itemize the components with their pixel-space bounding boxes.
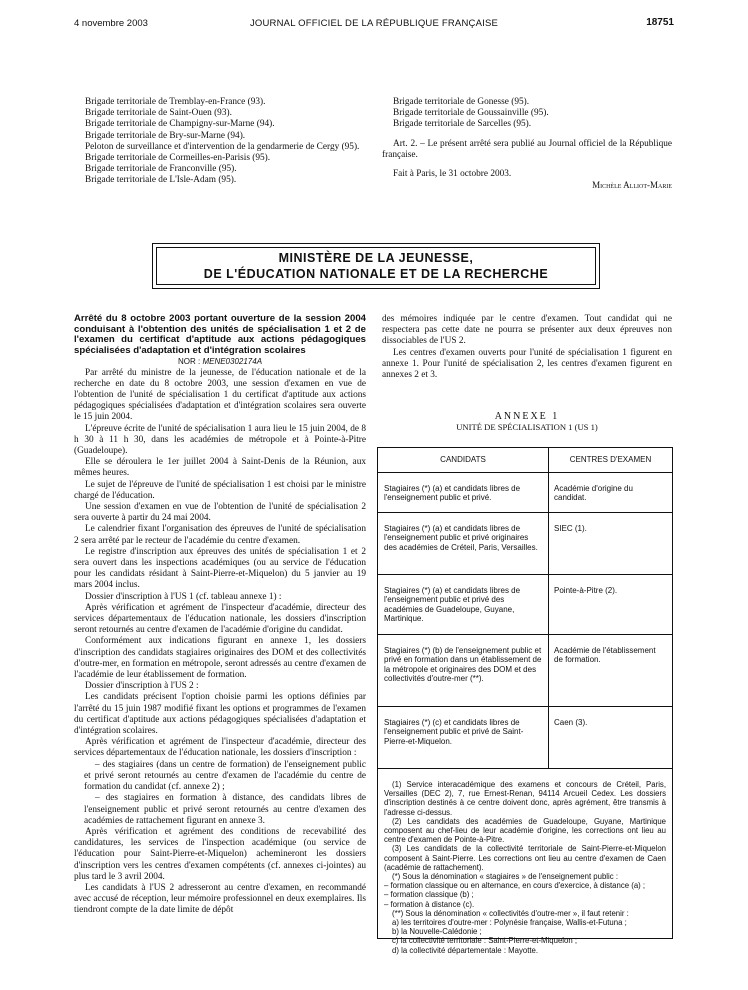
- ministry-title: [156, 247, 596, 285]
- row-centre: Caen (3).: [554, 718, 588, 727]
- note: (1) Service interacadémique des examens et concours de Créteil, Paris, Versailles (DEC 2), 7, rue Ernest-Renan, 94114 Arcueil Cedex. Les dossiers d'inscription destinés à ce centre doivent donc, après agrément, être transmis à l'adresse ci-dessus.: [384, 780, 666, 817]
- note: (**) Sous la dénomination « collectivités d'outre-mer », il faut retenir :: [392, 908, 629, 918]
- paragraph: Les centres d'examen ouverts pour l'unité de spécialisation 1 figurent en annexe 1. Pour l'unité de spécialisation 2, les centres d'examen figurent en annexes 2 et 3.: [382, 347, 672, 381]
- paragraph: Par arrêté du ministre de la jeunesse, de l'éducation nationale et de la recherche en date du 8 octobre 2003, une session d'examen en vue de l'obtention de l'unité de spécialisation 1 du certificat d'aptitude aux actions pédagogiques spécialisées d'adaptation et d'intégration scolaires sera ouverte le 15 juin 2004.: [74, 367, 366, 423]
- row-candidats: Stagiaires (*) (a) et candidats libres de l'enseignement public et privé originaires des académies de Créteil, Paris, Versailles.: [384, 524, 538, 552]
- bullet-item: – des stagiaires (dans un centre de formation) de l'enseignement public et privé seront retournés au centre d'examen de l'académie du centre de formation du candidat (cf. annexe 2) ;: [84, 759, 366, 793]
- note: a) les territoires d'outre-mer : Polynésie française, Wallis-et-Futuna ;: [392, 918, 627, 928]
- nor-code: MENE0302174A: [202, 357, 263, 367]
- annexe-table: [377, 447, 673, 955]
- paragraph: Le registre d'inscription aux épreuves des unités de spécialisation 1 et 2 sera ouvert dans les inspections académiques (ou au service de l'éducation pour les candidats résidant à Saint-Pierre-et-Miquelon) du 5 janvier au 19 mars 2004 inclus.: [74, 546, 366, 591]
- row-divider: [378, 574, 672, 575]
- header-centres: CENTRES D'EXAMEN: [569, 455, 652, 464]
- article-2: Art. 2. – Le présent arrêté sera publié au Journal officiel de la République française.: [382, 138, 672, 160]
- top-right-block: [382, 97, 672, 191]
- list-item: Brigade territoriale de Champigny-sur-Marne (94).: [85, 119, 275, 130]
- header-journal-title: JOURNAL OFFICIEL DE LA RÉPUBLIQUE FRANÇAISE: [249, 18, 499, 29]
- nor-reference: [74, 356, 366, 367]
- left-column: [74, 314, 366, 917]
- top-left-list: [74, 97, 366, 187]
- paragraph: Les candidats précisent l'option choisie parmi les options définies par l'arrêté du 15 juin 1987 modifié fixant les options et programmes de l'examen du certificat d'aptitude aux actions pédagogiques spécialisées d'adaptation et d'intégration scolaires.: [74, 692, 366, 737]
- paragraph: Elle se déroulera le 1er juillet 2004 à Saint-Denis de la Réunion, aux mêmes heures.: [74, 457, 366, 479]
- row-centre: Académie d'origine du candidat.: [554, 484, 633, 503]
- row-candidats: Stagiaires (*) (c) et candidats libres de l'enseignement public et privé de Saint-Pierre-et-Miquelon.: [384, 718, 524, 746]
- row-divider: [378, 634, 672, 635]
- list-item: Brigade territoriale de Gonesse (95).: [393, 97, 530, 107]
- row-divider: [378, 472, 672, 473]
- ministry-line-2: DE L'ÉDUCATION NATIONALE ET DE LA RECHERCHE: [203, 267, 549, 281]
- row-divider: [378, 512, 672, 513]
- arrete-title: Arrêté du 8 octobre 2003 portant ouverture de la session 2004 conduisant à l'obtention des unités de spécialisation 1 et 2 de l'examen du certificat d'aptitude aux actions pédagogiques spécialisées d'adaptation et d'intégration scolaires: [74, 313, 366, 356]
- annexe-title: ANNEXE 1: [494, 411, 560, 423]
- ministry-line-1: MINISTÈRE DE LA JEUNESSE,: [278, 251, 474, 265]
- header-page-number: 18751: [646, 17, 674, 28]
- annexe-subtitle: UNITÉ DE SPÉCIALISATION 1 (US 1): [456, 422, 598, 433]
- row-candidats: Stagiaires (*) (b) de l'enseignement public et privé en formation dans un établissement de la métropole et originaires des DOM et des collectivités d'outre-mer (**).: [384, 646, 542, 684]
- nor-label: NOR :: [177, 357, 201, 367]
- row-centre: Académie de l'établissement de formation.: [554, 646, 656, 665]
- row-divider: [378, 706, 672, 707]
- note: – formation classique ou en alternance, en cours d'exercice, à distance (a) ;: [384, 881, 646, 891]
- paragraph: Dossier d'inscription à l'US 1 (cf. tableau annexe 1) :: [85, 591, 282, 602]
- list-item: Brigade territoriale de Goussainville (95).: [393, 108, 549, 119]
- annexe-notes: [384, 780, 666, 955]
- row-candidats: Stagiaires (*) (a) et candidats libres de l'enseignement public et privé.: [384, 484, 521, 503]
- header-candidats: CANDIDATS: [440, 455, 486, 464]
- paragraph: L'épreuve écrite de l'unité de spécialisation 1 aura lieu le 15 juin 2004, de 8 h 30 à 11 h 30, dans les académies de métropole et à Pointe-à-Pitre (Guadeloupe).: [74, 423, 366, 456]
- note: – formation à distance (c).: [384, 899, 475, 909]
- paragraph: Après vérification et agrément des conditions de recevabilité des candidatures, les services de l'inspection académique (ou service de l'éducation pour Saint-Pierre-et-Miquelon) achemineront les dossiers d'inscription vers les centres d'examen compétents (cf. annexes ci-jointes) au plus tard le 3 avril 2004.: [74, 826, 366, 882]
- list-item: Brigade territoriale de Sarcelles (95).: [393, 119, 532, 130]
- paragraph: Après vérification et agrément de l'inspecteur d'académie, directeur des services départementaux de l'éducation nationale, les dossiers d'inscription seront retournés au centre d'examen de l'académie d'origine du candidat.: [74, 602, 366, 636]
- row-centre: SIEC (1).: [554, 524, 587, 533]
- list-item: Brigade territoriale de Bry-sur-Marne (94).: [85, 130, 246, 141]
- paragraph: des mémoires indiquée par le centre d'examen. Tout candidat qui ne respectera pas cette date ne pourra se présenter aux deux épreuves non dissociables de l'US 2.: [382, 314, 672, 347]
- note: (3) Les candidats de la collectivité territoriale de Saint-Pierre-et-Miquelon composent à Saint-Pierre. Les corrections ont lieu au centre d'examen de Caen (académie de rattachement).: [384, 844, 666, 872]
- paragraph: Les candidats à l'US 2 adresseront au centre d'examen, en recommandé avec accusé de réception, leur mémoire professionnel en deux exemplaires. Ils tiendront compte de la date limite de dépôt: [74, 882, 366, 916]
- row-divider: [378, 768, 672, 769]
- note: (*) Sous la dénomination « stagiaires » de l'enseignement public :: [392, 872, 618, 882]
- header-date: 4 novembre 2003: [74, 18, 148, 29]
- note: d) la collectivité départementale : Mayotte.: [392, 945, 539, 955]
- list-item: Peloton de surveillance et d'intervention de la gendarmerie de Cergy (95).: [85, 141, 360, 152]
- paragraph: Après vérification et agrément de l'inspecteur d'académie, directeur des services départementaux de l'éducation nationale, les dossiers d'inscription :: [74, 737, 366, 759]
- fait-a-paris: Fait à Paris, le 31 octobre 2003.: [393, 169, 512, 180]
- page-header: [74, 16, 674, 32]
- paragraph: Le sujet de l'épreuve de l'unité de spécialisation 1 est choisi par le ministre chargé de l'éducation.: [74, 479, 366, 501]
- list-item: Brigade territoriale de Tremblay-en-France (93).: [85, 97, 266, 107]
- row-centre: Pointe-à-Pitre (2).: [554, 586, 618, 595]
- ministry-box: [152, 243, 600, 289]
- note: (2) Les candidats des académies de Guadeloupe, Guyane, Martinique composent au chef-lieu de leur académie d'origine, les corrections ont lieu au centre d'examen de Pointe-à-Pitre.: [384, 816, 666, 845]
- column-divider: [548, 448, 549, 768]
- row-candidats: Stagiaires (*) (a) et candidats libres de l'enseignement public et privé des académies de Guadeloupe, Guyane, Martinique.: [384, 586, 521, 624]
- paragraph: Une session d'examen en vue de l'obtention de l'unité de spécialisation 2 sera ouverte à partir du 24 mai 2004.: [74, 502, 366, 524]
- list-item: Brigade territoriale de L'Isle-Adam (95).: [85, 175, 237, 186]
- note: b) la Nouvelle-Calédonie ;: [392, 927, 482, 937]
- list-item: Brigade territoriale de Cormeilles-en-Parisis (95).: [85, 153, 271, 164]
- list-item: Brigade territoriale de Saint-Ouen (93).: [85, 108, 232, 119]
- signature: Michèle Alliot-Marie: [592, 180, 672, 191]
- note: c) la collectivité territoriale : Saint-Pierre-et-Miquelon ;: [392, 936, 578, 946]
- paragraph: Conformément aux indications figurant en annexe 1, les dossiers d'inscription des candidats stagiaires originaires des DOM et des collectivités d'outre-mer, en formation en métropole, seront adressés au centre d'examen de l'académie de leur établissement de formation.: [74, 636, 366, 681]
- list-item: Brigade territoriale de Franconville (95).: [85, 164, 237, 175]
- bullet-item: – des stagiaires en formation à distance, des candidats libres de l'enseignement public et privé seront retournés au centre d'examen des académies de rattachement figurant en annexe 3.: [84, 793, 366, 826]
- paragraph: Le calendrier fixant l'organisation des épreuves de l'unité de spécialisation 2 sera arrêté par le recteur de l'académie du centre d'examen.: [74, 524, 366, 546]
- note: – formation classique (b) ;: [384, 890, 474, 900]
- paragraph: Dossier d'inscription à l'US 2 :: [85, 681, 199, 692]
- right-column: [382, 314, 672, 434]
